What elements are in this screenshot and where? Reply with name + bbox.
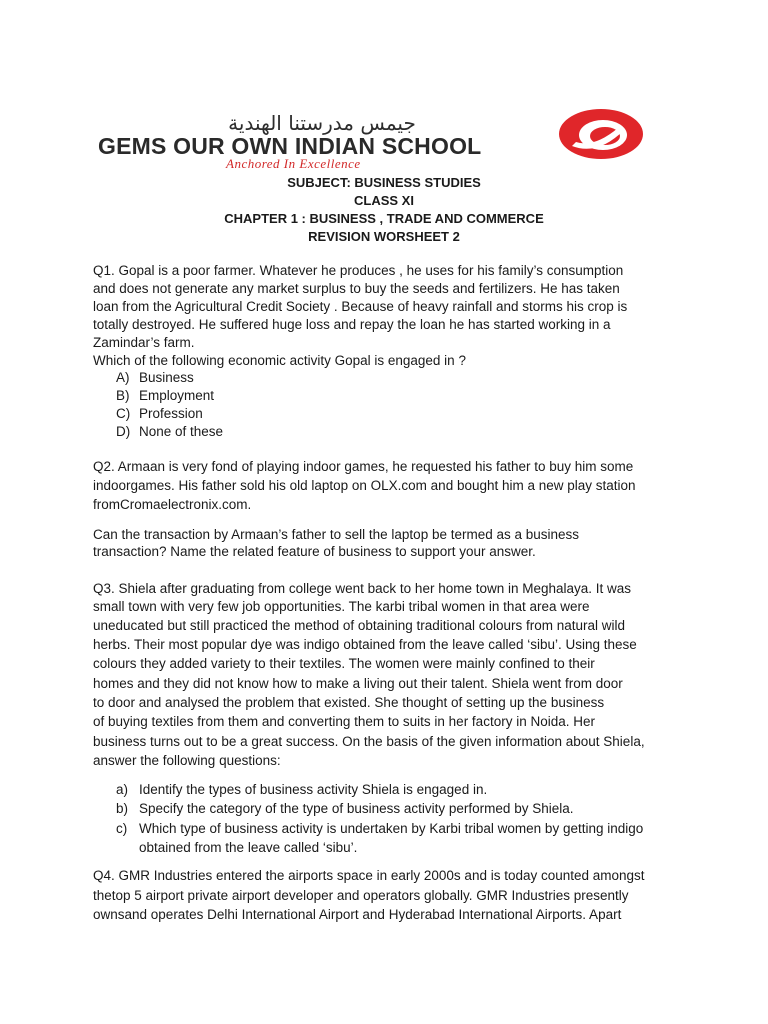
q3-line: to door and analysed the problem that existed. She thought of setting up the business bbox=[93, 695, 605, 710]
option-text: Profession bbox=[139, 406, 203, 421]
option-marker: c) bbox=[116, 821, 128, 836]
school-name-arabic: جيمس مدرستنا الهندية bbox=[228, 111, 416, 135]
q1-line: Which of the following economic activity Gopal is engaged in ? bbox=[93, 353, 466, 368]
q3-line: colours they added variety to their textiles. The women were mainly confined to their bbox=[93, 656, 595, 671]
q2-line: indoorgames. His father sold his old laptop on OLX.com and bought him a new play station bbox=[93, 478, 636, 493]
q4-line: Q4. GMR Industries entered the airports space in early 2000s and is today counted amongst bbox=[93, 868, 645, 883]
school-logo-text bbox=[98, 112, 548, 172]
option-marker: a) bbox=[116, 782, 129, 797]
q2-line: fromCromaelectronix.com. bbox=[93, 497, 252, 512]
q3-line: Q3. Shiela after graduating from college went back to her home town in Meghalaya. It was bbox=[93, 581, 632, 596]
q4-line: ownsand operates Delhi International Airport and Hyderabad International Airports. Apart bbox=[93, 907, 622, 922]
option-text: Which type of business activity is undertaken by Karbi tribal women by getting indigo bbox=[139, 821, 644, 836]
option-marker: B) bbox=[116, 388, 130, 403]
q3-line: homes and they did not know how to make a living out their talent. Shiela went from door bbox=[93, 676, 623, 691]
gems-logo-icon bbox=[558, 108, 644, 160]
q3-line: uneducated but still practiced the method of obtaining traditional colours from natural wild bbox=[93, 618, 626, 633]
worksheet-heading: REVISION WORSHEET 2 bbox=[308, 229, 460, 244]
option-marker: b) bbox=[116, 801, 129, 816]
class-heading: CLASS XI bbox=[354, 193, 414, 208]
q2-followup-line: transaction? Name the related feature of business to support your answer. bbox=[93, 544, 536, 559]
q3-line: business turns out to be a great success. On the basis of the given information about Shiela, bbox=[93, 734, 645, 749]
option-marker: D) bbox=[116, 424, 131, 439]
q1-line: loan from the Agricultural Credit Society . Because of heavy rainfall and storms his crop is bbox=[93, 299, 628, 314]
q4-line: thetop 5 airport private airport developer and operators globally. GMR Industries presently bbox=[93, 888, 629, 903]
option-text: Business bbox=[139, 370, 194, 385]
q3-line: of buying textiles from them and converting them to suits in her factory in Noida. Her bbox=[93, 714, 595, 729]
chapter-heading: CHAPTER 1 : BUSINESS , TRADE AND COMMERCE bbox=[224, 211, 544, 226]
q2-followup-line: Can the transaction by Armaan’s father to sell the laptop be termed as a business bbox=[93, 527, 580, 542]
option-text: Employment bbox=[139, 388, 215, 403]
q3-line: answer the following questions: bbox=[93, 753, 281, 768]
q1-line: and does not generate any market surplus to buy the seeds and fertilizers. He has taken bbox=[93, 281, 620, 296]
q3-line: small town with very few job opportunities. The karbi tribal women in that area were bbox=[93, 599, 590, 614]
q1-line: Zamindar’s farm. bbox=[93, 335, 195, 350]
option-marker: C) bbox=[116, 406, 131, 421]
q2-line: Q2. Armaan is very fond of playing indoor games, he requested his father to buy him some bbox=[93, 459, 634, 474]
q3-line: herbs. Their most popular dye was indigo obtained from the leave called ‘sibu’. Using these bbox=[93, 637, 637, 652]
option-marker: A) bbox=[116, 370, 130, 385]
option-text: Identify the types of business activity Shiela is engaged in. bbox=[139, 782, 488, 797]
q1-line: Q1. Gopal is a poor farmer. Whatever he produces , he uses for his family’s consumption bbox=[93, 263, 624, 278]
option-text: None of these bbox=[139, 424, 224, 439]
subject-heading: SUBJECT: BUSINESS STUDIES bbox=[287, 175, 481, 190]
school-name: GEMS OUR OWN INDIAN SCHOOL bbox=[98, 133, 482, 159]
option-text: Specify the category of the type of business activity performed by Shiela. bbox=[139, 801, 574, 816]
school-tagline: Anchored In Excellence bbox=[226, 156, 361, 171]
q1-line: totally destroyed. He suffered huge loss and repay the loan he has started working in a bbox=[93, 317, 611, 332]
q3-option-c-continued: obtained from the leave called ‘sibu’. bbox=[139, 840, 358, 855]
